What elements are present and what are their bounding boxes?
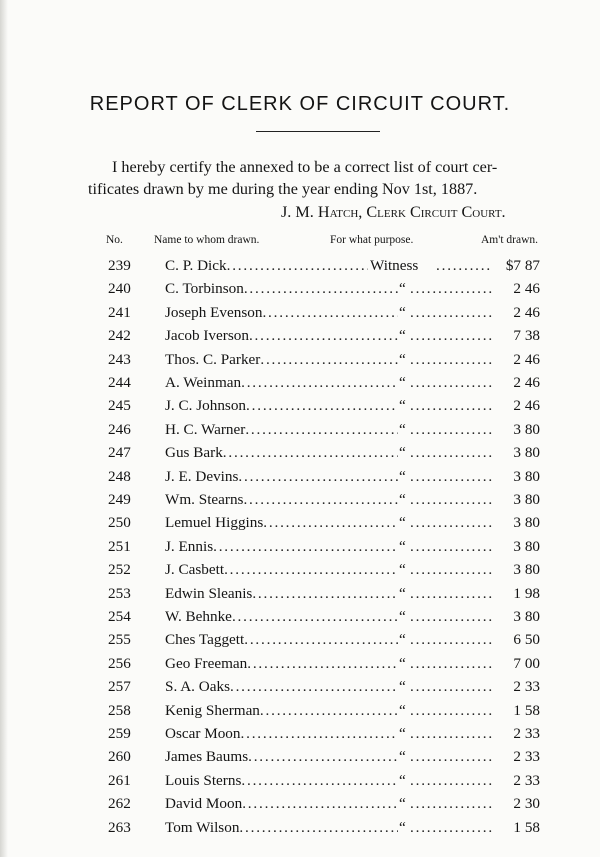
- table-row: [0, 325, 600, 347]
- table-row: [0, 302, 600, 324]
- dot-leader: [410, 608, 492, 626]
- name-cell: [165, 538, 398, 556]
- dot-leader: [260, 702, 398, 720]
- dot-leader: [232, 608, 398, 626]
- table-row: [0, 395, 600, 417]
- dot-leader: [410, 468, 492, 486]
- table-row: [0, 559, 600, 581]
- dot-leader: [260, 351, 398, 369]
- certificate-number: 248: [108, 467, 131, 485]
- payee-name: C. Torbinson: [165, 280, 244, 298]
- payee-name: Wm. Stearns: [165, 491, 244, 508]
- table-row: [0, 419, 600, 441]
- amount-drawn: $7 87: [505, 257, 540, 274]
- payee-name: Geo Freeman: [165, 654, 248, 672]
- payee-name: Gus Bark: [165, 444, 223, 462]
- certificate-number: 247: [108, 444, 131, 462]
- dot-leader: [410, 538, 492, 556]
- page-title: REPORT OF CLERK OF CIRCUIT COURT.: [89, 93, 511, 116]
- amount-drawn: 2 33: [513, 748, 540, 766]
- dot-leader: [243, 491, 398, 509]
- name-cell: [165, 514, 398, 532]
- purpose: “: [399, 397, 406, 415]
- dot-leader: [410, 304, 492, 322]
- table-row: [0, 536, 600, 558]
- name-cell: [165, 585, 398, 603]
- dot-leader: [249, 327, 398, 345]
- table-row: [0, 676, 600, 698]
- payee-name: Thos. C. Parker: [165, 350, 261, 368]
- certificate-number: 257: [108, 678, 131, 696]
- name-cell: [165, 795, 398, 813]
- purpose: Witness: [370, 257, 419, 274]
- certificate-number: 258: [108, 701, 131, 719]
- table-row: [0, 466, 600, 488]
- dot-leader: [436, 257, 490, 275]
- dot-leader: [263, 514, 398, 532]
- name-cell: [165, 772, 398, 790]
- purpose: “: [399, 374, 406, 391]
- purpose: “: [399, 514, 406, 532]
- certificate-number: 256: [108, 654, 131, 672]
- amount-drawn: 2 46: [513, 397, 540, 415]
- name-cell: [165, 748, 398, 766]
- dot-leader: [410, 795, 492, 813]
- certificate-number: 261: [108, 771, 131, 789]
- amount-drawn: 2 33: [513, 771, 540, 789]
- amount-drawn: 3 80: [513, 467, 540, 485]
- dot-leader: [242, 795, 398, 813]
- table-row: [0, 489, 600, 511]
- dot-leader: [223, 444, 398, 462]
- dot-leader: [410, 585, 492, 603]
- name-cell: [165, 678, 398, 696]
- certificate-number: 260: [108, 748, 131, 766]
- payee-name: A. Weinman: [165, 374, 242, 391]
- dot-leader: [410, 725, 492, 743]
- column-header-purpose: For what purpose.: [330, 234, 414, 246]
- table-row: [0, 793, 600, 815]
- dot-leader: [244, 631, 398, 649]
- amount-drawn: 1 58: [513, 818, 540, 836]
- amount-drawn: 3 80: [513, 537, 540, 555]
- dot-leader: [244, 280, 398, 298]
- dot-leader: [239, 819, 398, 837]
- certificate-number: 245: [108, 397, 131, 415]
- dot-leader: [238, 468, 398, 486]
- amount-drawn: 2 33: [513, 678, 540, 696]
- dot-leader: [410, 655, 492, 673]
- table-row: [0, 653, 600, 675]
- name-cell: [165, 725, 398, 743]
- purpose: “: [399, 608, 406, 625]
- dot-leader: [410, 514, 492, 532]
- column-header-no: No.: [106, 234, 123, 246]
- table-row: [0, 583, 600, 605]
- table-row: [0, 746, 600, 768]
- amount-drawn: 2 46: [513, 303, 540, 321]
- purpose: “: [399, 678, 406, 696]
- payee-name: Kenig Sherman: [165, 701, 260, 719]
- table-row: [0, 278, 600, 300]
- payee-name: C. P. Dick: [165, 257, 227, 274]
- payee-name: J. E. Devins: [165, 467, 239, 485]
- purpose: “: [399, 725, 406, 742]
- payee-name: Edwin Sleanis: [165, 584, 253, 602]
- certification-line-2: tificates drawn by me during the year ending Nov 1st, 1887.: [88, 180, 478, 198]
- dot-leader: [262, 304, 398, 322]
- dot-leader: [410, 397, 492, 415]
- amount-drawn: 2 46: [513, 280, 540, 298]
- certificate-number: 243: [108, 350, 131, 368]
- name-cell: [165, 397, 398, 415]
- payee-name: Louis Sterns: [165, 771, 242, 789]
- dot-leader: [227, 257, 368, 275]
- dot-leader: [213, 538, 398, 556]
- amount-drawn: 3 80: [513, 514, 540, 532]
- amount-drawn: 2 30: [513, 795, 540, 813]
- certificate-number: 262: [108, 795, 131, 813]
- payee-name: Tom Wilson: [165, 818, 240, 836]
- amount-drawn: 3 80: [513, 420, 540, 438]
- name-cell: [165, 608, 398, 626]
- name-cell: [165, 631, 398, 649]
- table-row: [0, 255, 600, 277]
- purpose: “: [399, 771, 406, 789]
- certificate-number: 259: [108, 725, 131, 742]
- table-row: [0, 606, 600, 628]
- dot-leader: [410, 280, 492, 298]
- amount-drawn: 2 33: [513, 725, 540, 742]
- name-cell: [165, 351, 398, 369]
- payee-name: David Moon: [165, 795, 243, 813]
- amount-drawn: 1 98: [513, 584, 540, 602]
- name-cell: [165, 421, 398, 439]
- column-header-name: Name to whom drawn.: [154, 234, 260, 246]
- dot-leader: [230, 678, 398, 696]
- purpose: “: [399, 654, 406, 672]
- purpose: “: [399, 748, 406, 766]
- dot-leader: [245, 421, 398, 439]
- amount-drawn: 3 80: [513, 561, 540, 579]
- dot-leader: [410, 327, 492, 345]
- dot-leader: [410, 772, 492, 790]
- name-cell: [165, 468, 398, 486]
- table-row: [0, 700, 600, 722]
- purpose: “: [399, 303, 406, 321]
- purpose: “: [399, 818, 406, 836]
- payee-name: J. C. Johnson: [165, 397, 247, 415]
- payee-name: J. Ennis: [165, 537, 214, 555]
- amount-drawn: 3 80: [513, 444, 540, 462]
- dot-leader: [410, 491, 492, 509]
- certificate-number: 246: [108, 420, 131, 438]
- amount-drawn: 2 46: [513, 350, 540, 368]
- purpose: “: [399, 467, 406, 485]
- purpose: “: [399, 701, 406, 719]
- table-row: [0, 723, 600, 745]
- name-cell: [165, 280, 398, 298]
- dot-leader: [247, 655, 398, 673]
- name-cell: [165, 655, 398, 673]
- certificate-number: 252: [108, 561, 131, 579]
- payee-name: J. Casbett: [165, 561, 225, 579]
- dot-leader: [410, 702, 492, 720]
- column-header-amount: Am't drawn.: [481, 234, 539, 246]
- certificate-number: 254: [108, 608, 131, 625]
- purpose: “: [399, 561, 406, 579]
- payee-name: Jacob Iverson: [165, 327, 249, 345]
- name-cell: [165, 444, 398, 462]
- name-cell: [165, 819, 398, 837]
- dot-leader: [241, 374, 398, 392]
- dot-leader: [410, 819, 492, 837]
- purpose: “: [399, 350, 406, 368]
- payee-name: Joseph Evenson: [165, 303, 263, 321]
- name-cell: [165, 304, 398, 322]
- purpose: “: [399, 631, 406, 649]
- dot-leader: [246, 397, 398, 415]
- table-row: [0, 349, 600, 371]
- payee-name: W. Behnke: [165, 608, 232, 625]
- certificate-number: 240: [108, 280, 131, 298]
- amount-drawn: 3 80: [513, 608, 540, 625]
- table-row: [0, 442, 600, 464]
- certificate-number: 239: [108, 257, 131, 274]
- dot-leader: [410, 748, 492, 766]
- payee-name: Oscar Moon: [165, 725, 241, 742]
- purpose: “: [399, 584, 406, 602]
- title-divider: [256, 131, 380, 132]
- table-row: [0, 770, 600, 792]
- dot-leader: [410, 678, 492, 696]
- table-row: [0, 629, 600, 651]
- certificate-number: 244: [108, 374, 131, 391]
- dot-leader: [410, 631, 492, 649]
- name-cell: [165, 374, 398, 392]
- payee-name: Lemuel Higgins: [165, 514, 264, 532]
- dot-leader: [252, 585, 398, 603]
- dot-leader: [410, 351, 492, 369]
- purpose: “: [399, 537, 406, 555]
- certificate-number: 253: [108, 584, 131, 602]
- purpose: “: [399, 280, 406, 298]
- dot-leader: [241, 772, 398, 790]
- name-cell: [165, 257, 368, 275]
- dot-leader: [248, 748, 398, 766]
- clerk-signature: J. M. Hatch, Clerk Circuit Court.: [281, 203, 506, 221]
- purpose: “: [399, 491, 406, 508]
- amount-drawn: 6 50: [513, 631, 540, 649]
- payee-name: James Baums: [165, 748, 249, 766]
- certificate-number: 249: [108, 491, 131, 508]
- name-cell: [165, 702, 398, 720]
- dot-leader: [241, 725, 399, 743]
- table-row: [0, 372, 600, 394]
- table-row: [0, 512, 600, 534]
- name-cell: [165, 491, 398, 509]
- dot-leader: [410, 444, 492, 462]
- certificate-number: 251: [108, 537, 131, 555]
- purpose: “: [399, 420, 406, 438]
- purpose: “: [399, 444, 406, 462]
- payee-name: Ches Taggett: [165, 631, 245, 649]
- amount-drawn: 7 00: [513, 654, 540, 672]
- amount-drawn: 3 80: [513, 491, 540, 508]
- certificate-number: 255: [108, 631, 131, 649]
- certification-line-1: I hereby certify the annexed to be a correct list of court cer-: [112, 158, 498, 176]
- amount-drawn: 7 38: [513, 327, 540, 345]
- certificate-number: 242: [108, 327, 131, 345]
- payee-name: H. C. Warner: [165, 420, 246, 438]
- certificate-number: 241: [108, 303, 131, 321]
- certificate-number: 263: [108, 818, 131, 836]
- amount-drawn: 1 58: [513, 701, 540, 719]
- name-cell: [165, 327, 398, 345]
- purpose: “: [399, 327, 406, 345]
- amount-drawn: 2 46: [513, 374, 540, 391]
- certificate-number: 250: [108, 514, 131, 532]
- dot-leader: [410, 561, 492, 579]
- payee-name: S. A. Oaks: [165, 678, 230, 696]
- purpose: “: [399, 795, 406, 813]
- table-row: [0, 817, 600, 839]
- dot-leader: [410, 421, 492, 439]
- name-cell: [165, 561, 398, 579]
- dot-leader: [224, 561, 398, 579]
- dot-leader: [410, 374, 492, 392]
